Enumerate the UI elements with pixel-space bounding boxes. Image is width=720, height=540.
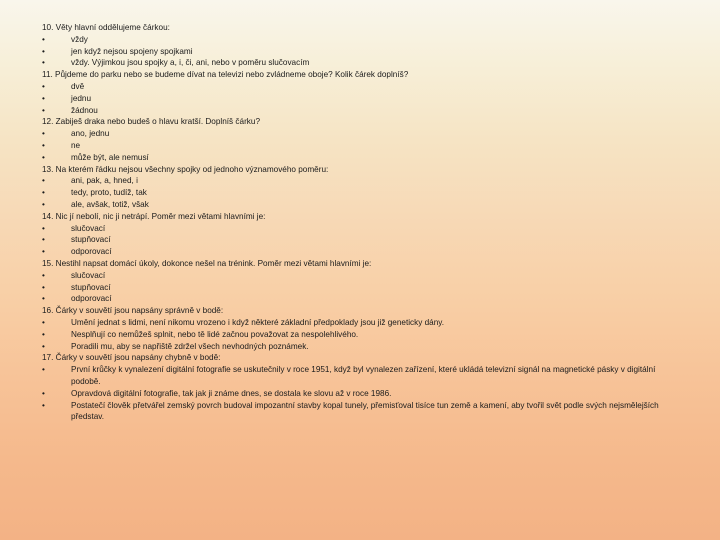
question-16 bbox=[42, 305, 682, 352]
answer-option: • slučovací bbox=[42, 270, 682, 282]
question-17 bbox=[42, 352, 682, 423]
answer-option: • Poradili mu, aby se napřiště zdržel všech nevhodných poznámek. bbox=[42, 341, 682, 353]
question-15 bbox=[42, 258, 682, 305]
answer-option: • tedy, proto, tudíž, tak bbox=[42, 187, 682, 199]
answer-option: • Postatečí člověk přetvářel zemský povrch budoval impozantní stavby kopal tunely, přemisťoval tisíce tun země a kamení, aby tvořil svět podle svých nejsmělejších představ. bbox=[42, 400, 682, 424]
question-text: 16. Čárky v souvětí jsou napsány správně v bodě: bbox=[42, 306, 224, 316]
answer-option: • slučovací bbox=[42, 223, 682, 235]
question-text: 10. Věty hlavní oddělujeme čárkou: bbox=[42, 23, 170, 32]
answer-option: • jen když nejsou spojeny spojkami bbox=[42, 46, 682, 58]
quiz-content bbox=[42, 22, 682, 423]
answer-option: • jednu bbox=[42, 93, 682, 105]
answer-option: • žádnou bbox=[42, 105, 682, 117]
answer-option: • dvě bbox=[42, 81, 682, 93]
answer-option: • Umění jednat s lidmi, není nikomu vrozeno i když některé základní předpoklady jsou již geneticky dány. bbox=[42, 317, 682, 329]
answer-option: • odporovací bbox=[42, 246, 682, 258]
question-10 bbox=[42, 22, 682, 69]
answer-option: • stupňovací bbox=[42, 234, 682, 246]
answer-option: • stupňovací bbox=[42, 282, 682, 294]
question-text: 15. Nestihl napsat domácí úkoly, dokonce nešel na trénink. Poměr mezi větami hlavními je: bbox=[42, 258, 372, 268]
question-12 bbox=[42, 116, 682, 163]
question-text: 12. Zabiješ draka nebo budeš o hlavu kratší. Doplníš čárku? bbox=[42, 117, 261, 127]
answer-option: • vždy. Výjimkou jsou spojky a, i, či, ani, nebo v poměru slučovacím bbox=[42, 57, 682, 69]
question-11 bbox=[42, 69, 682, 116]
question-text: 11. Půjdeme do parku nebo se budeme dívat na televizi nebo zvládneme oboje? Kolik čárek doplníš? bbox=[42, 70, 409, 80]
answer-option: • ani, pak, a, hned, i bbox=[42, 175, 682, 187]
answer-option: • Nesplňují co nemůžeš splnit, nebo tě lidé začnou považovat za nespolehlivého. bbox=[42, 329, 682, 341]
answer-option: • ne bbox=[42, 140, 682, 152]
question-14 bbox=[42, 211, 682, 258]
question-text: 14. Nic jí nebolí, nic ji netrápí. Poměr mezi větami hlavními je: bbox=[42, 211, 266, 221]
answer-option: • Opravdová digitální fotografie, tak jak ji známe dnes, se dostala ke slovu až v roce 1986. bbox=[42, 388, 682, 400]
question-13 bbox=[42, 164, 682, 211]
answer-option: • může být, ale nemusí bbox=[42, 152, 682, 164]
question-text: 17. Čárky v souvětí jsou napsány chybně v bodě: bbox=[42, 353, 221, 363]
answer-option: • První krůčky k vynalezení digitální fotografie se uskutečnily v roce 1951, když byl vynalezen zařízení, které ukládá televizní signál na magnetické pásky v digitální podobě. bbox=[42, 364, 682, 388]
answer-option: • vždy bbox=[42, 34, 682, 46]
question-text: 13. Na kterém řádku nejsou všechny spojky od jednoho významového poměru: bbox=[42, 164, 329, 174]
answer-option: • ale, avšak, totiž, však bbox=[42, 199, 682, 211]
answer-option: • odporovací bbox=[42, 293, 682, 305]
answer-option: • ano, jednu bbox=[42, 128, 682, 140]
